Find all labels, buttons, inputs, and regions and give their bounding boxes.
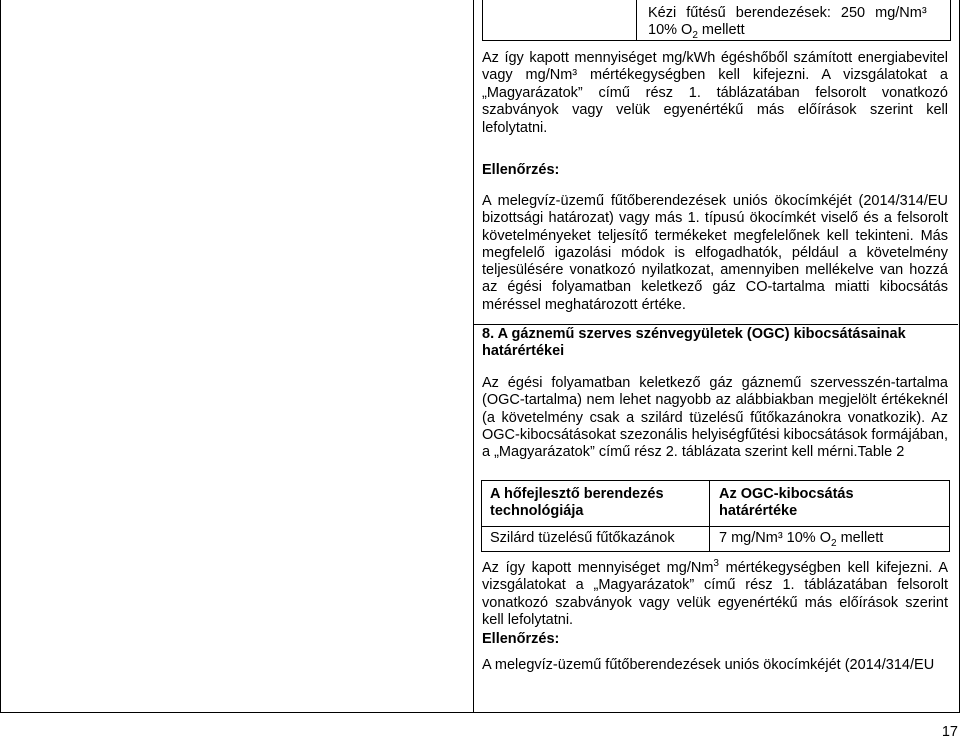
ogc-header-technology: A hőfejlesztő berendezés technológiája [490, 486, 664, 519]
column-divider [473, 0, 474, 712]
ogc-header-limit: Az OGC-kibocsátás határértéke [719, 486, 854, 519]
ellenorzes-heading-1: Ellenőrzés: [482, 162, 560, 178]
ogc-row1-limit-suffix: mellett [836, 530, 884, 546]
emission-table-cell [648, 5, 927, 44]
ogc-row1-limit [719, 530, 883, 552]
ogc-table-hdivider [482, 526, 949, 527]
ellenorzes-heading-2: Ellenőrzés: [482, 631, 560, 647]
ogc-row1-technology: Szilárd tüzelésű fűtőkazánok [490, 530, 675, 546]
emission-table-divider [636, 0, 637, 40]
paragraph-1: Az így kapott mennyiséget mg/kWh égéshőből számított energiabevitel vagy mg/Nm³ mértékegységben kell kifejezni. A vizsgálatokat a „Magyarázatok” című rész 1. táblázatában felsorolt vonatkozó szabványok vagy velük egyenértékű más előírások szerint kell lefolytatni. [482, 50, 948, 136]
ogc-table [481, 480, 950, 552]
emission-line2-prefix: 10% O [648, 22, 693, 38]
paragraph-2-suffix: mértékegységben kell kifejezni. A vizsgálatokat a „Magyarázatok” című rész 1. táblázatában felsorolt vonatkozó szabványok vagy velük egyenértékű más előírások szerint kell lefolytatni. [482, 559, 948, 629]
ogc-row1-limit-sub: 2 [831, 537, 837, 549]
ogc-table-vdivider [709, 481, 710, 551]
section-8-text: Az égési folyamatban keletkező gáz gáznemű szervesszén-tartalma (OGC-tartalma) nem lehet nagyobb az alábbiakban megjelölt értékeknél (a követelmény csak a szilárd tüzelésű fűtőkazánokra vonatkozik). Az OGC-kibocsátásokat szezonális helyiségfűtési kibocsátások formájában, a „Magyarázatok” című rész 2. táblázata szerint kell mérni.Table 2 [482, 375, 948, 461]
ellenorzes-text-2: A melegvíz-üzemű fűtőberendezések uniós ökocímkéjét (2014/314/EU [482, 657, 935, 673]
ogc-row1-limit-prefix: 7 mg/Nm³ 10% O [719, 530, 831, 546]
paragraph-2-sup: 3 [713, 558, 719, 569]
paragraph-2-prefix: Az így kapott mennyiséget mg/Nm [482, 559, 714, 576]
emission-line1: Kézi fűtésű berendezések: 250 mg/Nm³ [648, 5, 927, 21]
ellenorzes-text-1: A melegvíz-üzemű fűtőberendezések uniós ökocímkéjét (2014/314/EU bizottsági határozat) vagy más 1. típusú ökocímkét viselő és a felsorolt követelményeket teljesítő termékeket megfelelőnek kell tekinteni. Más megfelelő igazolási módok is elfogadhatók, például a követelmény teljesülésére vonatkozó nyilatkozat, amennyiben mellékelve van hozzá az égési folyamatban keletkező gáz CO-tartalma miatti kibocsátás méréssel meghatározott értéke. [482, 193, 948, 313]
row-divider [473, 324, 958, 325]
emission-line2 [648, 22, 927, 44]
emission-line2-suffix: mellett [697, 22, 745, 38]
section-8-heading: 8. A gáznemű szerves szénvegyületek (OGC) kibocsátásainak határértékei [482, 326, 906, 360]
paragraph-2 [482, 555, 948, 629]
emission-table-top [482, 0, 951, 41]
emission-line2-sub: 2 [692, 29, 698, 41]
page-number: 17 [941, 724, 958, 740]
